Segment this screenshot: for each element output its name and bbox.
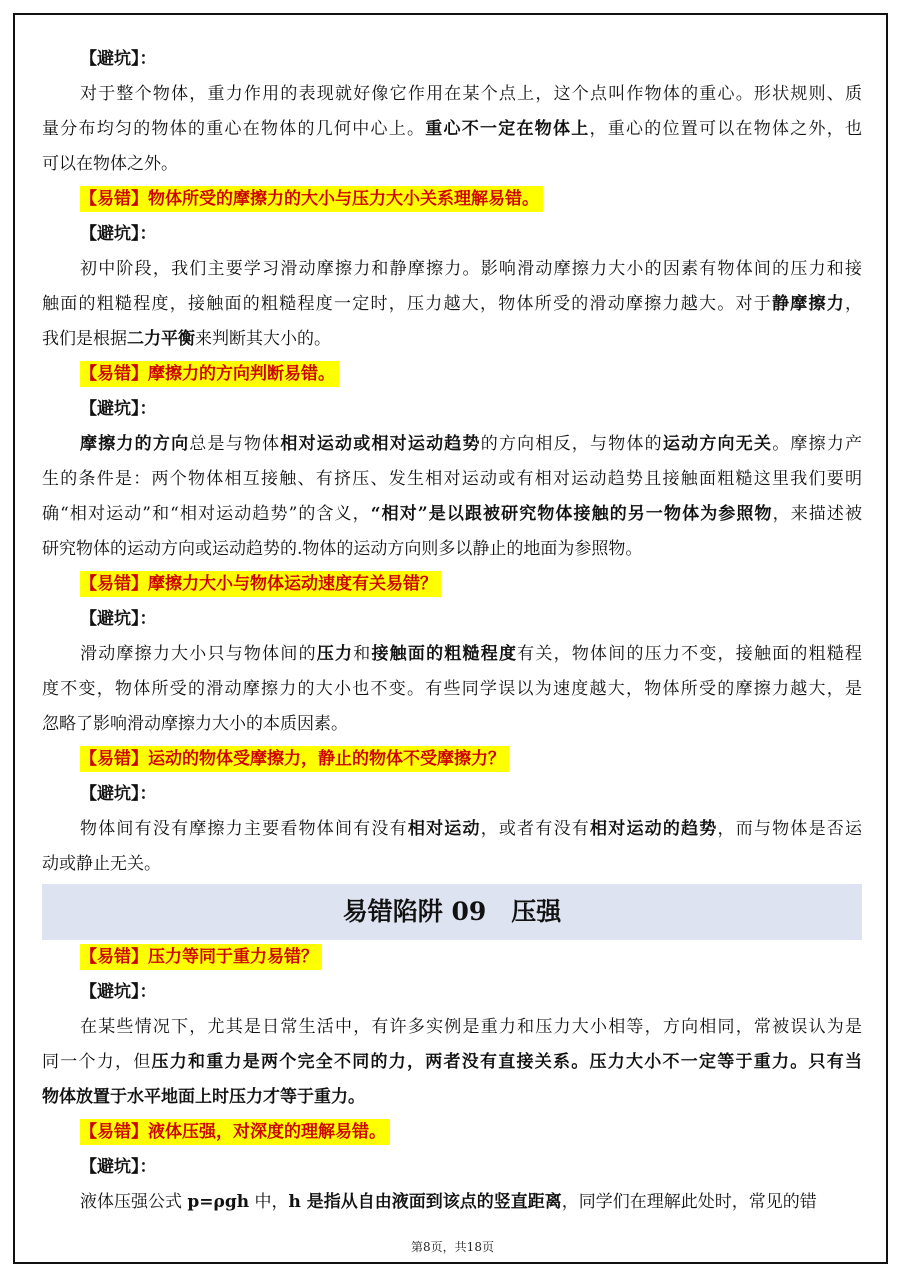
paragraph-line [42, 637, 862, 672]
text-run: ， [845, 294, 862, 314]
text-run: 初中阶段，我们主要学习滑动摩擦力和静摩擦力。影响滑动摩擦力大小的因素有物体间的压力和接 [80, 259, 862, 279]
avoid-label: 【避坑】： [80, 49, 157, 69]
text-run: 同一个力，但 [42, 1052, 152, 1072]
paragraph-line [42, 497, 862, 532]
text-run: 可以在物体之外。 [42, 154, 178, 174]
bold-text: 运动方向无关 [662, 434, 773, 454]
text-run: 确“相对运动”和“相对运动趋势”的含义， [42, 504, 371, 524]
bold-text: 压力 [316, 644, 354, 664]
error-heading: 【易错】液体压强，对深度的理解易错。 [80, 1119, 390, 1145]
paragraph-line [42, 707, 862, 742]
text-run: 对于整个物体，重力作用的表现就好像它作用在某个点上，这个点叫作物体的重心。形状规则、质 [80, 84, 862, 104]
paragraph-line [42, 672, 862, 707]
paragraph [42, 252, 862, 357]
text-run: 在某些情况下，尤其是日常生活中，有许多实例是重力和压力大小相等，方向相同，常被误认为是 [80, 1017, 862, 1037]
text-run: 中， [249, 1192, 289, 1212]
error-heading-row [42, 182, 862, 217]
error-heading-row [42, 357, 862, 392]
paragraph [42, 1010, 862, 1115]
bold-text: p=ρgh [187, 1192, 250, 1212]
text-run: 来判断其大小的。 [195, 329, 331, 349]
bold-text: 相对运动的趋势 [590, 819, 718, 839]
text-run: ，而与物体是否运 [717, 819, 863, 839]
error-heading-row [42, 567, 862, 602]
bold-text: h 是指从自由液面到该点的竖直距离 [288, 1192, 562, 1212]
error-heading: 【易错】摩擦力的方向判断易错。 [80, 361, 339, 387]
text-run: 液体压强公式 [80, 1192, 188, 1212]
error-heading: 【易错】压力等同于重力易错？ [80, 944, 322, 970]
paragraph-line [42, 1045, 862, 1080]
bold-text: “相对”是以跟被研究物体接触的另一物体为参照物 [370, 504, 773, 524]
paragraph [42, 77, 862, 182]
error-heading-row [42, 1115, 862, 1150]
bold-text: 摩擦力的方向 [80, 434, 190, 454]
paragraph [42, 812, 862, 882]
bold-text: 压力和重力是两个完全不同的力，两者没有直接关系。压力大小不一定等于重力。只有当 [151, 1052, 862, 1072]
paragraph-line [42, 532, 862, 567]
avoid-label: 【避坑】： [80, 982, 157, 1002]
text-run: 的方向相反，与物体的 [480, 434, 663, 454]
paragraph [42, 427, 862, 567]
avoid-label: 【避坑】： [80, 784, 157, 804]
text-run: 物体间有没有摩擦力主要看物体间有没有 [80, 819, 408, 839]
avoid-label: 【避坑】： [80, 399, 157, 419]
avoid-label: 【避坑】： [80, 224, 157, 244]
text-run: 滑动摩擦力大小只与物体间的 [80, 644, 317, 664]
error-heading: 【易错】物体所受的摩擦力的大小与压力大小关系理解易错。 [80, 186, 543, 212]
section-title: 易错陷阱 09 压强 [42, 884, 862, 940]
text-run: 我们是根据 [42, 329, 127, 349]
text-run: ，或者有没有 [480, 819, 591, 839]
paragraph-line [42, 847, 862, 882]
text-run: 动或静止无关。 [42, 854, 161, 874]
paragraph-line [42, 812, 862, 847]
text-run: 研究物体的运动方向或运动趋势的.物体的运动方向则多以静止的地面为参照物。 [42, 539, 643, 559]
paragraph-line [42, 1185, 862, 1220]
error-heading: 【易错】摩擦力大小与物体运动速度有关易错？ [80, 571, 441, 597]
paragraph-line [42, 462, 862, 497]
avoid-label: 【避坑】： [80, 609, 157, 629]
text-run: ，同学们在理解此处时，常见的错 [561, 1192, 817, 1212]
text-run: 忽略了影响滑动摩擦力大小的本质因素。 [42, 714, 348, 734]
paragraph-line [42, 147, 862, 182]
error-heading-row [42, 742, 862, 777]
bold-text: 二力平衡 [127, 329, 195, 349]
bold-text: 物体放置于水平地面上时压力才等于重力。 [42, 1087, 365, 1107]
text-run: 。摩擦力产 [772, 434, 863, 454]
paragraph-line [42, 427, 862, 462]
paragraph [42, 637, 862, 742]
paragraph [42, 1185, 862, 1220]
text-run: 有关，物体间的压力不变，接触面的粗糙程 [517, 644, 863, 664]
avoid-label: 【避坑】： [80, 1157, 157, 1177]
text-run: 生的条件是：两个物体相互接触、有挤压、发生相对运动或有相对运动趋势且接触面粗糙这里我们要明 [42, 469, 862, 489]
paragraph-line [42, 252, 862, 287]
bold-text: 重心不一定在物体上 [425, 119, 590, 139]
text-run: 量分布均匀的物体的重心在物体的几何中心上。 [42, 119, 426, 139]
bold-text: 相对运动 [407, 819, 481, 839]
error-heading: 【易错】运动的物体受摩擦力，静止的物体不受摩擦力？ [80, 746, 509, 772]
document-body [42, 42, 862, 1220]
text-run: 触面的粗糙程度，接触面的粗糙程度一定时，压力越大，物体所受的滑动摩擦力越大。对于 [42, 294, 772, 314]
paragraph-line [42, 77, 862, 112]
text-run: ，重心的位置可以在物体之外，也 [589, 119, 862, 139]
bold-text: 接触面的粗糙程度 [371, 644, 518, 664]
text-run: 总是与物体 [189, 434, 281, 454]
text-run: 和 [353, 644, 372, 664]
paragraph-line [42, 112, 862, 147]
paragraph-line [42, 1080, 862, 1115]
bold-text: 静摩擦力 [772, 294, 845, 314]
page-footer: 第8页，共18页 [411, 1240, 494, 1254]
text-run: ，来描述被 [772, 504, 863, 524]
paragraph-line [42, 287, 862, 322]
error-heading-row [42, 940, 862, 975]
paragraph-line [42, 322, 862, 357]
paragraph-line [42, 1010, 862, 1045]
text-run: 度不变，物体所受的滑动摩擦力的大小也不变。有些同学误以为速度越大，物体所受的摩擦力越大，是 [42, 679, 862, 699]
bold-text: 相对运动或相对运动趋势 [280, 434, 481, 454]
